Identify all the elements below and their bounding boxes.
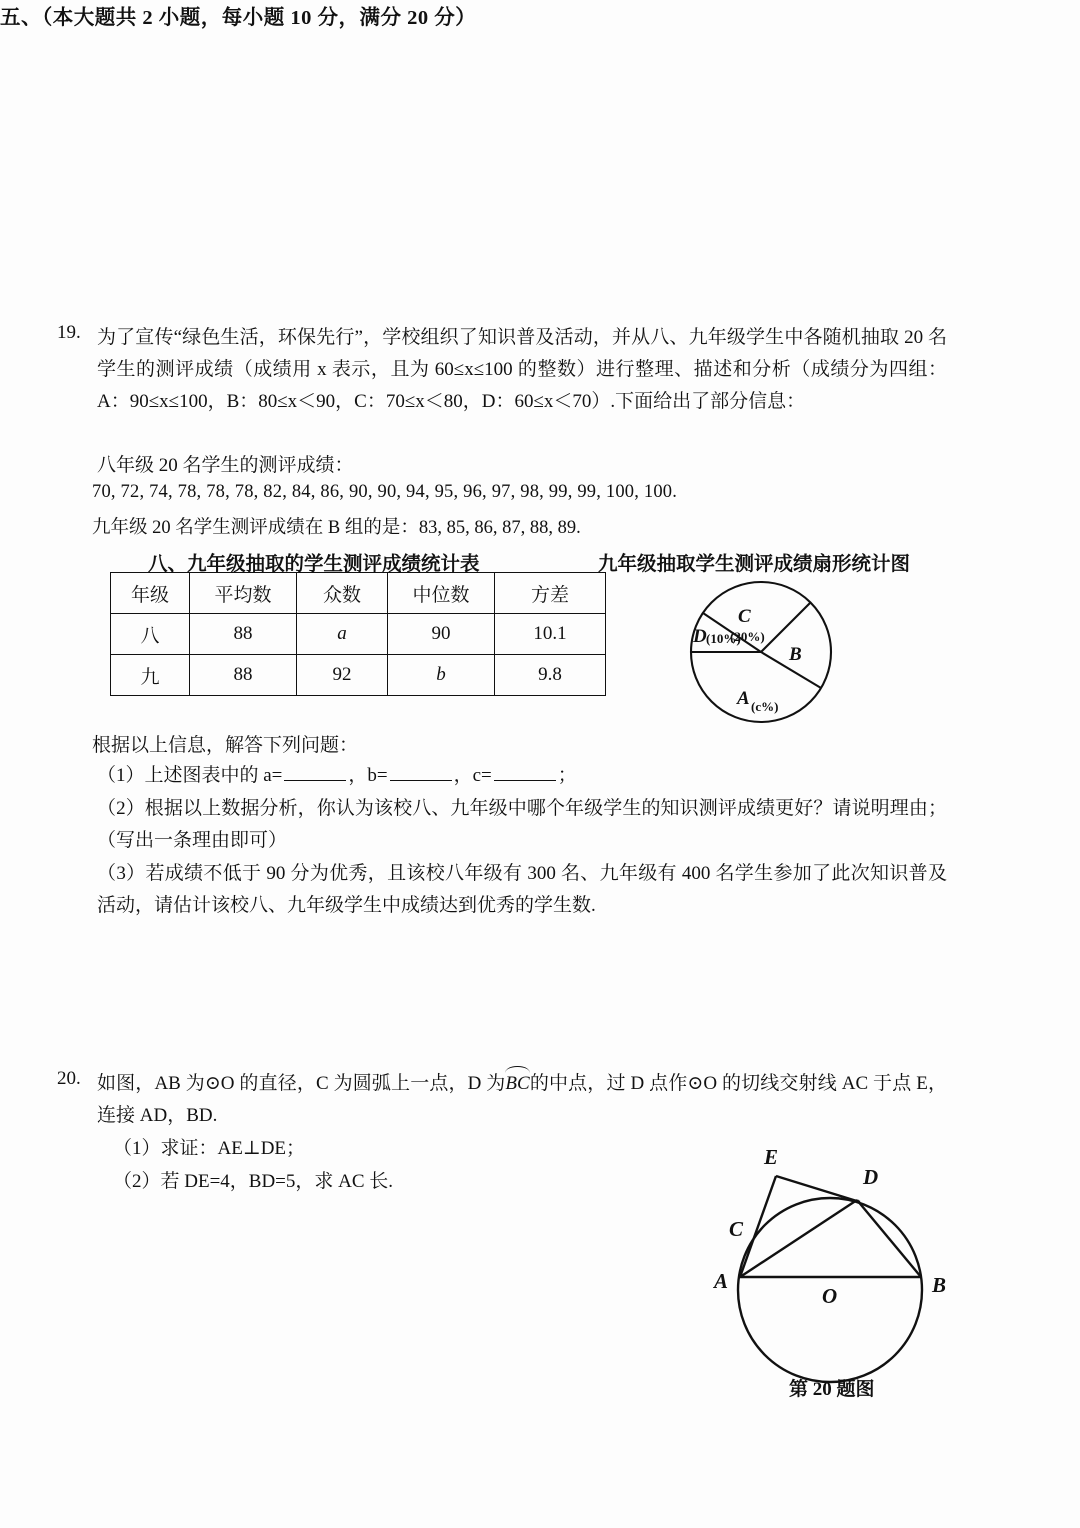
point-label-O: O — [822, 1284, 838, 1308]
question-19-sub1 — [97, 760, 577, 787]
answer-blank-b[interactable] — [390, 763, 452, 781]
segment-DB — [857, 1200, 921, 1277]
pie-label-B: B — [789, 644, 802, 665]
arc-BC: BC — [505, 1068, 529, 1100]
question-19-sub2: （2）根据以上数据分析，你认为该校八、九年级中哪个年级学生的知识测评成绩更好？请说明理由；（写出一条理由即可） — [97, 798, 947, 851]
cell-grade8-name: 八 — [111, 614, 190, 655]
sub1-prefix: （1）上述图表中的 a= — [97, 765, 283, 786]
cell-grade9-mode: 92 — [297, 655, 388, 696]
cell-grade9-variance: 9.8 — [495, 655, 606, 696]
stat-table-title: 八、九年级抽取的学生测评成绩统计表 — [148, 554, 480, 575]
point-label-D: D — [863, 1165, 879, 1189]
table-header-row — [111, 573, 606, 614]
pie-value-A: (c%) — [751, 699, 779, 714]
th-variance: 方差 — [495, 573, 606, 614]
grade9-groupB-scores: 九年级 20 名学生测评成绩在 B 组的是：83, 85, 86, 87, 88, 89. — [92, 518, 581, 538]
pie-chart-svg — [664, 578, 859, 728]
point-label-C: C — [729, 1217, 744, 1241]
pie-label-A: A — [737, 688, 750, 709]
th-median: 中位数 — [388, 573, 495, 614]
question-19-number: 19. — [57, 322, 81, 343]
question-20-sub2: （2）若 DE=4，BD=5，求 AC 长. — [113, 1171, 394, 1192]
sub1-mid1: ，b= — [348, 765, 388, 786]
point-label-A: A — [714, 1269, 729, 1293]
pie-label-D: D — [693, 626, 707, 647]
answer-blank-c[interactable] — [494, 763, 556, 781]
grade8-scores: 70, 72, 74, 78, 78, 78, 82, 84, 86, 90, 90, 94, 95, 96, 97, 98, 99, 99, 100, 100. — [92, 482, 678, 502]
question-19-sub3: （3）若成绩不低于 90 分为优秀，且该校八年级有 300 名、九年级有 400 名学生参加了此次知识普及活动，请估计该校八、九年级学生中成绩达到优秀的学生数. — [97, 863, 947, 916]
th-mode: 众数 — [297, 573, 388, 614]
point-label-B: B — [932, 1273, 947, 1297]
pie-label-C: C — [738, 606, 751, 627]
question-20-number: 20. — [57, 1068, 81, 1089]
question-19-prompt: 根据以上信息，解答下列问题： — [92, 735, 359, 756]
table-row — [111, 655, 606, 696]
sub1-mid2: ，c= — [453, 765, 492, 786]
statistics-table — [110, 572, 606, 696]
pie-value-C: (20%) — [730, 629, 765, 644]
cell-grade9-median: b — [388, 655, 495, 696]
grade8-data-label: 八年级 20 名学生的测评成绩： — [97, 455, 354, 476]
pie-value-D: (10%) — [706, 631, 741, 646]
pie-divider-bc — [761, 603, 811, 653]
cell-grade8-variance: 10.1 — [495, 614, 606, 655]
question-20-stem — [97, 1068, 947, 1132]
segment-AD — [740, 1200, 857, 1277]
cell-grade8-median: 90 — [388, 614, 495, 655]
point-label-E: E — [764, 1145, 779, 1169]
q20-stem-part2: 的中点，过 D 点作⊙O 的切线交射线 AC 于点 E，连接 AD，BD. — [97, 1073, 947, 1126]
figure-caption: 第 20 题图 — [789, 1379, 875, 1400]
question-20-sub1: （1）求证：AE⊥DE； — [113, 1138, 306, 1159]
sub1-suffix: ； — [557, 765, 577, 786]
pie-chart-title: 九年级抽取学生测评成绩扇形统计图 — [598, 554, 911, 575]
th-grade: 年级 — [111, 573, 190, 614]
cell-grade8-mean: 88 — [190, 614, 297, 655]
th-mean: 平均数 — [190, 573, 297, 614]
segment-AE — [740, 1176, 776, 1277]
cell-grade9-mean: 88 — [190, 655, 297, 696]
section-header: 五、（本大题共 2 小题，每小题 10 分，满分 20 分） — [0, 7, 477, 29]
q20-stem-part1: 如图，AB 为⊙O 的直径，C 为圆弧上一点，D 为 — [97, 1073, 506, 1094]
table-row — [111, 614, 606, 655]
cell-grade8-mode: a — [297, 614, 388, 655]
cell-grade9-name: 九 — [111, 655, 190, 696]
answer-blank-a[interactable] — [284, 763, 346, 781]
pie-chart — [664, 578, 859, 728]
question-19-stem: 为了宣传“绿色生活，环保先行”，学校组织了知识普及活动，并从八、九年级学生中各随机抽取 20 名学生的测评成绩（成绩用 x 表示，且为 60≤x≤100 的整数）进行整理、描述和分析（成绩分为四组：A：90≤x≤100，B：80≤x＜90，C：70≤x＜80，D：60≤x＜70）.下面给出了部分信息： — [97, 327, 947, 412]
